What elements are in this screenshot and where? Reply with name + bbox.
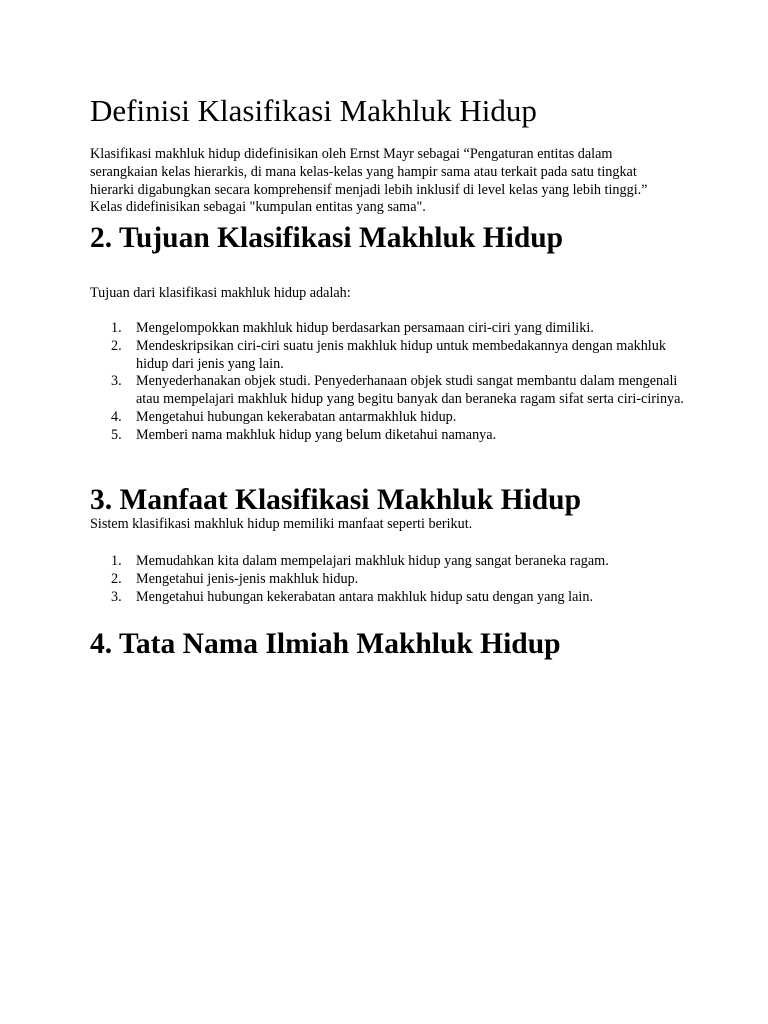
list-item-number: 1. [111, 553, 122, 569]
list-item [90, 571, 684, 589]
list-item-text: Mengetahui hubungan kekerabatan antarmakhluk hidup. [136, 408, 457, 425]
list-item-text: Menyederhanakan objek studi. Penyederhanaan objek studi sangat membantu dalam mengenali atau mempelajari makhluk hidup yang begitu banyak dan beraneka ragam sifat serta ciri-cirinya. [136, 373, 684, 408]
list-item [90, 338, 684, 374]
section-lead-manfaat: Sistem klasifikasi makhluk hidup memiliki manfaat seperti berikut. [90, 516, 473, 532]
list-item [90, 553, 684, 571]
list-item-number: 4. [111, 408, 122, 425]
list-item-text: Memudahkan kita dalam mempelajari makhluk hidup yang sangat beraneka ragam. [136, 553, 609, 569]
list-item-number: 3. [111, 588, 122, 605]
list-item [90, 409, 684, 427]
list-item [90, 373, 684, 409]
list-item-text: Mengelompokkan makhluk hidup berdasarkan persamaan ciri-ciri yang dimiliki. [136, 320, 594, 336]
list-manfaat [90, 553, 684, 606]
section-heading-manfaat: 3. Manfaat Klasifikasi Makhluk Hidup [90, 484, 581, 516]
list-item-number: 2. [111, 570, 122, 587]
list-item-number: 1. [111, 320, 122, 336]
list-item [90, 427, 684, 445]
list-item-text: Mendeskripsikan ciri-ciri suatu jenis makhluk hidup untuk membedakannya dengan makhluk hidup dari jenis yang lain. [136, 337, 666, 372]
section-lead-tujuan: Tujuan dari klasifikasi makhluk hidup adalah: [90, 285, 351, 301]
list-item-number: 5. [111, 426, 122, 443]
list-item [90, 589, 684, 607]
section-heading-tata-nama: 4. Tata Nama Ilmiah Makhluk Hidup [90, 628, 561, 660]
section-heading-tujuan: 2. Tujuan Klasifikasi Makhluk Hidup [90, 222, 564, 254]
list-item-text: Memberi nama makhluk hidup yang belum diketahui namanya. [136, 426, 497, 443]
document-title: Definisi Klasifikasi Makhluk Hidup [90, 93, 537, 128]
list-item-text: Mengetahui hubungan kekerabatan antara makhluk hidup satu dengan yang lain. [136, 588, 594, 605]
list-item-number: 2. [111, 337, 122, 354]
list-item-number: 3. [111, 373, 122, 390]
list-item [90, 320, 684, 338]
list-tujuan [90, 320, 684, 445]
list-item-text: Mengetahui jenis-jenis makhluk hidup. [136, 570, 359, 587]
intro-paragraph: Klasifikasi makhluk hidup didefinisikan oleh Ernst Mayr sebagai “Pengaturan entitas dalam serangkaian kelas hierarkis, di mana kelas-kelas yang hampir sama atau terkait pada satu tingkat hierarki digabungkan secara komprehensif menjadi lebih inklusif di level kelas yang lebih tinggi.” Kelas didefinisikan sebagai "kumpulan entitas yang sama". [90, 146, 648, 216]
